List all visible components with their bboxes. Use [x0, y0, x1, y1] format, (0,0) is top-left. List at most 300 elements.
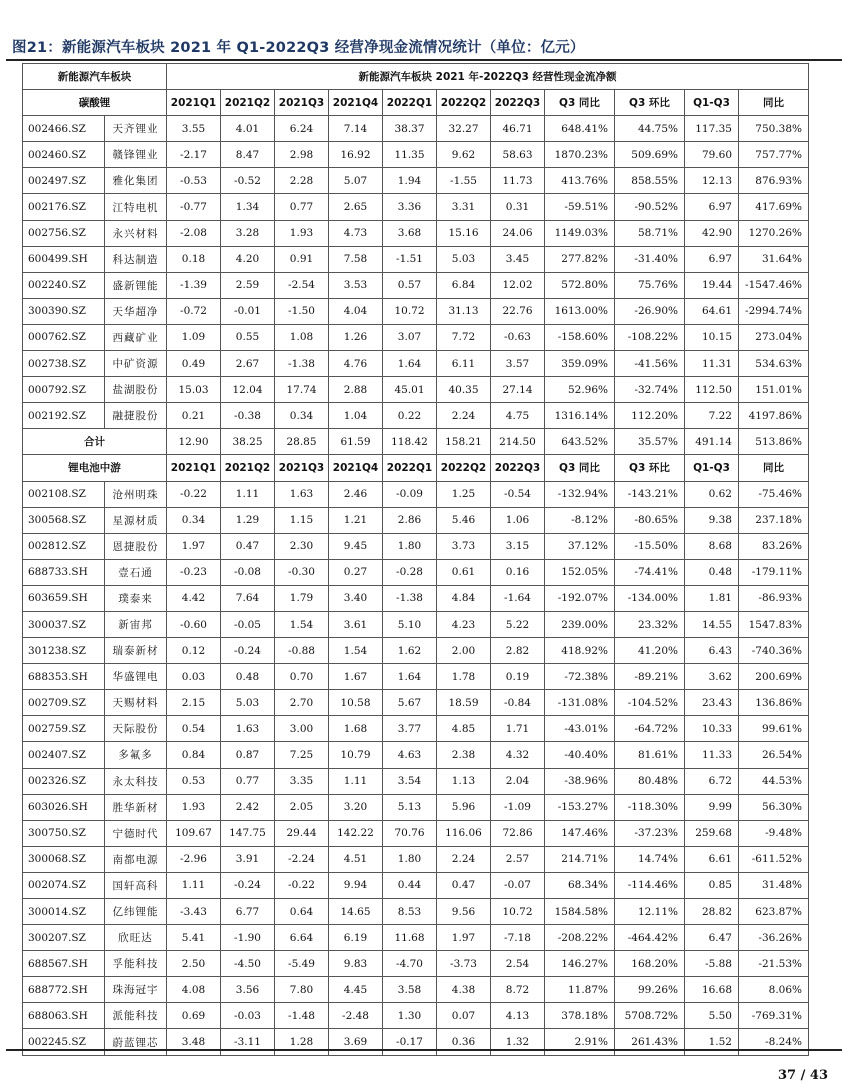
value-cell: 4.01	[221, 116, 275, 142]
value-cell: -1.55	[437, 168, 491, 194]
value-cell: 1613.00%	[545, 298, 615, 324]
value-cell: -143.21%	[615, 481, 685, 507]
value-cell: 7.25	[275, 742, 329, 768]
value-cell: 3.53	[329, 272, 383, 298]
value-cell: 4.23	[437, 611, 491, 637]
value-cell: -1.90	[221, 925, 275, 951]
table-row	[23, 794, 809, 820]
value-cell: 2.57	[491, 846, 545, 872]
value-cell: 136.86%	[739, 690, 809, 716]
value-cell: 10.58	[329, 690, 383, 716]
value-cell: 0.87	[221, 742, 275, 768]
value-cell: -0.53	[167, 168, 221, 194]
cash-flow-table	[22, 63, 809, 1056]
table-row	[23, 403, 809, 429]
company-name-cell: 雅化集团	[105, 168, 167, 194]
value-cell: -8.24%	[739, 1029, 809, 1055]
value-cell: 23.32%	[615, 611, 685, 637]
stock-code-cell: 002074.SZ	[23, 872, 105, 898]
value-cell: -38.96%	[545, 768, 615, 794]
stock-code-cell: 688733.SH	[23, 559, 105, 585]
value-cell: -2.24	[275, 846, 329, 872]
value-cell: 2.24	[437, 403, 491, 429]
value-cell: 10.79	[329, 742, 383, 768]
value-cell: 3.20	[329, 794, 383, 820]
value-cell: 0.91	[275, 246, 329, 272]
stock-code-cell: 002326.SZ	[23, 768, 105, 794]
value-cell: 4.13	[491, 1003, 545, 1029]
company-name-cell: 璞泰来	[105, 585, 167, 611]
value-cell: 0.84	[167, 742, 221, 768]
value-cell: -1.51	[383, 246, 437, 272]
value-cell: -114.46%	[615, 872, 685, 898]
value-cell: 237.18%	[739, 507, 809, 533]
value-cell: 0.12	[167, 638, 221, 664]
company-name-cell: 新宙邦	[105, 611, 167, 637]
value-cell: 2.98	[275, 142, 329, 168]
value-cell: 3.35	[275, 768, 329, 794]
column-header: 2021Q1	[167, 90, 221, 116]
company-name-cell: 孚能科技	[105, 951, 167, 977]
stock-code-cell: 002756.SZ	[23, 220, 105, 246]
value-cell: -0.03	[221, 1003, 275, 1029]
value-cell: -0.23	[167, 559, 221, 585]
value-cell: 1.26	[329, 324, 383, 350]
value-cell: 2.50	[167, 951, 221, 977]
value-cell: -464.42%	[615, 925, 685, 951]
value-cell: 4.08	[167, 977, 221, 1003]
value-cell: 28.82	[685, 899, 739, 925]
value-cell: 10.72	[491, 899, 545, 925]
stock-code-cell: 603026.SH	[23, 794, 105, 820]
stock-code-cell: 603659.SH	[23, 585, 105, 611]
value-cell: 9.38	[685, 507, 739, 533]
stock-code-cell: 688353.SH	[23, 664, 105, 690]
value-cell: 1.63	[275, 481, 329, 507]
value-cell: 117.35	[685, 116, 739, 142]
company-name-cell: 永兴材料	[105, 220, 167, 246]
stock-code-cell: 688063.SH	[23, 1003, 105, 1029]
value-cell: 6.61	[685, 846, 739, 872]
value-cell: -2.08	[167, 220, 221, 246]
value-cell: 1.11	[329, 768, 383, 794]
value-cell: 11.68	[383, 925, 437, 951]
column-header: 2021Q3	[275, 455, 329, 481]
company-name-cell: 中矿资源	[105, 351, 167, 377]
value-cell: 3.36	[383, 194, 437, 220]
value-cell: 83.26%	[739, 533, 809, 559]
value-cell: 4.32	[491, 742, 545, 768]
value-cell: -0.60	[167, 611, 221, 637]
value-cell: 0.57	[383, 272, 437, 298]
page-separator: /	[800, 1068, 806, 1083]
value-cell: 0.69	[167, 1003, 221, 1029]
value-cell: 757.77%	[739, 142, 809, 168]
total-value-cell: 38.25	[221, 429, 275, 455]
value-cell: 15.03	[167, 377, 221, 403]
value-cell: 10.72	[383, 298, 437, 324]
value-cell: 147.75	[221, 820, 275, 846]
table-row	[23, 116, 809, 142]
value-cell: 23.43	[685, 690, 739, 716]
value-cell: -108.22%	[615, 324, 685, 350]
column-header: 2022Q1	[383, 90, 437, 116]
value-cell: 109.67	[167, 820, 221, 846]
table-row	[23, 1029, 809, 1055]
value-cell: 0.47	[221, 533, 275, 559]
value-cell: -2.54	[275, 272, 329, 298]
value-cell: 1.15	[275, 507, 329, 533]
stock-code-cell: 002709.SZ	[23, 690, 105, 716]
value-cell: 11.35	[383, 142, 437, 168]
table-row	[23, 951, 809, 977]
value-cell: 8.72	[491, 977, 545, 1003]
value-cell: 1.80	[383, 533, 437, 559]
value-cell: -131.08%	[545, 690, 615, 716]
value-cell: 0.27	[329, 559, 383, 585]
value-cell: 0.07	[437, 1003, 491, 1029]
value-cell: 0.48	[685, 559, 739, 585]
value-cell: 1.52	[685, 1029, 739, 1055]
value-cell: 58.63	[491, 142, 545, 168]
value-cell: 3.69	[329, 1029, 383, 1055]
table-row	[23, 742, 809, 768]
value-cell: -0.84	[491, 690, 545, 716]
value-cell: -0.77	[167, 194, 221, 220]
company-name-cell: 瑞泰新材	[105, 638, 167, 664]
stock-code-cell: 002108.SZ	[23, 481, 105, 507]
value-cell: -80.65%	[615, 507, 685, 533]
value-cell: 1.68	[329, 716, 383, 742]
value-cell: 10.33	[685, 716, 739, 742]
value-cell: 6.77	[221, 899, 275, 925]
company-name-cell: 科达制造	[105, 246, 167, 272]
value-cell: -36.26%	[739, 925, 809, 951]
value-cell: 277.82%	[545, 246, 615, 272]
column-header: 2021Q4	[329, 90, 383, 116]
value-cell: 46.71	[491, 116, 545, 142]
value-cell: 2.82	[491, 638, 545, 664]
value-cell: 29.44	[275, 820, 329, 846]
total-value-cell: 513.86%	[739, 429, 809, 455]
value-cell: 413.76%	[545, 168, 615, 194]
value-cell: 6.97	[685, 246, 739, 272]
value-cell: 1.54	[329, 638, 383, 664]
value-cell: 22.76	[491, 298, 545, 324]
value-cell: -0.22	[275, 872, 329, 898]
value-cell: 2.54	[491, 951, 545, 977]
stock-code-cell: 688567.SH	[23, 951, 105, 977]
company-name-cell: 盐湖股份	[105, 377, 167, 403]
table-row	[23, 220, 809, 246]
stock-code-cell: 688772.SH	[23, 977, 105, 1003]
company-name-cell: 宁德时代	[105, 820, 167, 846]
value-cell: 3.62	[685, 664, 739, 690]
value-cell: 750.38%	[739, 116, 809, 142]
value-cell: 1.29	[221, 507, 275, 533]
column-header: 2022Q3	[491, 455, 545, 481]
column-header: Q3 环比	[615, 90, 685, 116]
total-label: 合计	[23, 429, 167, 455]
value-cell: 3.28	[221, 220, 275, 246]
value-cell: 2.00	[437, 638, 491, 664]
value-cell: -3.11	[221, 1029, 275, 1055]
value-cell: 0.48	[221, 664, 275, 690]
column-header: 2022Q2	[437, 90, 491, 116]
value-cell: 509.69%	[615, 142, 685, 168]
company-name-cell: 赣锋锂业	[105, 142, 167, 168]
stock-code-cell: 301238.SZ	[23, 638, 105, 664]
value-cell: -104.52%	[615, 690, 685, 716]
total-pages: 43	[809, 1068, 828, 1083]
value-cell: -3.43	[167, 899, 221, 925]
value-cell: -15.50%	[615, 533, 685, 559]
value-cell: 14.55	[685, 611, 739, 637]
value-cell: 58.71%	[615, 220, 685, 246]
value-cell: 0.21	[167, 403, 221, 429]
value-cell: -41.56%	[615, 351, 685, 377]
value-cell: -26.90%	[615, 298, 685, 324]
value-cell: 40.35	[437, 377, 491, 403]
value-cell: -769.31%	[739, 1003, 809, 1029]
value-cell: 45.01	[383, 377, 437, 403]
table-row	[23, 820, 809, 846]
value-cell: 11.87%	[545, 977, 615, 1003]
span-header: 新能源汽车板块 2021 年-2022Q3 经营性现金流净额	[167, 64, 809, 90]
value-cell: 1.34	[221, 194, 275, 220]
total-value-cell: 118.42	[383, 429, 437, 455]
value-cell: 1.97	[437, 925, 491, 951]
figure-title: 图21：新能源汽车板块 2021 年 Q1-2022Q3 经营净现金流情况统计（单位：亿元）	[12, 40, 585, 56]
value-cell: -1547.46%	[739, 272, 809, 298]
value-cell: 4.85	[437, 716, 491, 742]
value-cell: 0.55	[221, 324, 275, 350]
value-cell: 8.47	[221, 142, 275, 168]
company-name-cell: 西藏矿业	[105, 324, 167, 350]
value-cell: 4.75	[491, 403, 545, 429]
value-cell: 261.43%	[615, 1029, 685, 1055]
value-cell: 2.59	[221, 272, 275, 298]
value-cell: 5.67	[383, 690, 437, 716]
value-cell: 4.63	[383, 742, 437, 768]
value-cell: -0.01	[221, 298, 275, 324]
value-cell: -9.48%	[739, 820, 809, 846]
stock-code-cell: 600499.SH	[23, 246, 105, 272]
value-cell: 9.56	[437, 899, 491, 925]
value-cell: 0.22	[383, 403, 437, 429]
value-cell: 0.62	[685, 481, 739, 507]
table-body	[23, 64, 809, 1056]
stock-code-cell: 002738.SZ	[23, 351, 105, 377]
value-cell: 146.27%	[545, 951, 615, 977]
value-cell: -0.72	[167, 298, 221, 324]
table-row	[23, 377, 809, 403]
value-cell: -64.72%	[615, 716, 685, 742]
table-row	[23, 585, 809, 611]
value-cell: 3.91	[221, 846, 275, 872]
value-cell: -0.07	[491, 872, 545, 898]
value-cell: 4.51	[329, 846, 383, 872]
value-cell: 2.04	[491, 768, 545, 794]
value-cell: -89.21%	[615, 664, 685, 690]
value-cell: 1.08	[275, 324, 329, 350]
value-cell: 2.65	[329, 194, 383, 220]
company-name-cell: 天赐材料	[105, 690, 167, 716]
value-cell: 0.34	[167, 507, 221, 533]
column-header: 2022Q3	[491, 90, 545, 116]
value-cell: 1.54	[275, 611, 329, 637]
value-cell: -1.38	[275, 351, 329, 377]
company-name-cell: 华盛锂电	[105, 664, 167, 690]
value-cell: 623.87%	[739, 899, 809, 925]
company-name-cell: 欣旺达	[105, 925, 167, 951]
value-cell: 6.24	[275, 116, 329, 142]
value-cell: 147.46%	[545, 820, 615, 846]
value-cell: 112.20%	[615, 403, 685, 429]
value-cell: 1.64	[383, 664, 437, 690]
value-cell: -4.50	[221, 951, 275, 977]
value-cell: -208.22%	[545, 925, 615, 951]
value-cell: 0.54	[167, 716, 221, 742]
value-cell: 31.64%	[739, 246, 809, 272]
value-cell: -90.52%	[615, 194, 685, 220]
value-cell: 0.53	[167, 768, 221, 794]
value-cell: 14.65	[329, 899, 383, 925]
value-cell: 1.64	[383, 351, 437, 377]
stock-code-cell: 002407.SZ	[23, 742, 105, 768]
value-cell: 378.18%	[545, 1003, 615, 1029]
value-cell: 5708.72%	[615, 1003, 685, 1029]
value-cell: 3.56	[221, 977, 275, 1003]
table-row	[23, 977, 809, 1003]
value-cell: 0.70	[275, 664, 329, 690]
value-cell: 2.30	[275, 533, 329, 559]
value-cell: 858.55%	[615, 168, 685, 194]
header-row	[23, 64, 809, 90]
company-name-cell: 胜华新材	[105, 794, 167, 820]
table-row	[23, 1003, 809, 1029]
value-cell: 15.16	[437, 220, 491, 246]
table-row	[23, 559, 809, 585]
value-cell: 116.06	[437, 820, 491, 846]
value-cell: 0.31	[491, 194, 545, 220]
value-cell: 359.09%	[545, 351, 615, 377]
column-header: 2021Q3	[275, 90, 329, 116]
value-cell: 42.90	[685, 220, 739, 246]
value-cell: 6.11	[437, 351, 491, 377]
value-cell: 0.44	[383, 872, 437, 898]
value-cell: -31.40%	[615, 246, 685, 272]
value-cell: 0.34	[275, 403, 329, 429]
value-cell: 11.33	[685, 742, 739, 768]
value-cell: 81.61%	[615, 742, 685, 768]
value-cell: -740.36%	[739, 638, 809, 664]
value-cell: 5.07	[329, 168, 383, 194]
value-cell: -86.93%	[739, 585, 809, 611]
current-page: 37	[778, 1068, 797, 1083]
value-cell: 648.41%	[545, 116, 615, 142]
value-cell: 5.46	[437, 507, 491, 533]
value-cell: 5.22	[491, 611, 545, 637]
section1-header-row	[23, 90, 809, 116]
value-cell: 8.53	[383, 899, 437, 925]
company-name-cell: 珠海冠宇	[105, 977, 167, 1003]
value-cell: 1.04	[329, 403, 383, 429]
value-cell: 37.12%	[545, 533, 615, 559]
value-cell: 9.94	[329, 872, 383, 898]
value-cell: -5.49	[275, 951, 329, 977]
value-cell: 1.81	[685, 585, 739, 611]
company-name-cell: 星源材质	[105, 507, 167, 533]
value-cell: 68.34%	[545, 872, 615, 898]
value-cell: 16.92	[329, 142, 383, 168]
value-cell: 3.00	[275, 716, 329, 742]
value-cell: 38.37	[383, 116, 437, 142]
stock-code-cell: 300014.SZ	[23, 899, 105, 925]
value-cell: 0.85	[685, 872, 739, 898]
value-cell: -0.54	[491, 481, 545, 507]
value-cell: -132.94%	[545, 481, 615, 507]
page-number	[778, 1068, 828, 1083]
section-label: 碳酸锂	[23, 90, 167, 116]
value-cell: 1.97	[167, 533, 221, 559]
value-cell: 0.61	[437, 559, 491, 585]
value-cell: -2994.74%	[739, 298, 809, 324]
table-row	[23, 716, 809, 742]
value-cell: -7.18	[491, 925, 545, 951]
value-cell: 4197.86%	[739, 403, 809, 429]
value-cell: -1.48	[275, 1003, 329, 1029]
value-cell: -134.00%	[615, 585, 685, 611]
table-row	[23, 664, 809, 690]
value-cell: 6.64	[275, 925, 329, 951]
column-header: 同比	[739, 455, 809, 481]
column-header: 2021Q1	[167, 455, 221, 481]
value-cell: 2.91%	[545, 1029, 615, 1055]
value-cell: -0.05	[221, 611, 275, 637]
table-row	[23, 872, 809, 898]
value-cell: -0.52	[221, 168, 275, 194]
value-cell: 1.06	[491, 507, 545, 533]
table-row	[23, 142, 809, 168]
value-cell: 0.49	[167, 351, 221, 377]
value-cell: -1.39	[167, 272, 221, 298]
value-cell: 0.47	[437, 872, 491, 898]
value-cell: 6.19	[329, 925, 383, 951]
value-cell: -0.24	[221, 872, 275, 898]
value-cell: 2.46	[329, 481, 383, 507]
value-cell: 1.25	[437, 481, 491, 507]
company-name-cell: 多氟多	[105, 742, 167, 768]
value-cell: 44.75%	[615, 116, 685, 142]
value-cell: 12.04	[221, 377, 275, 403]
stock-code-cell: 002176.SZ	[23, 194, 105, 220]
value-cell: 31.48%	[739, 872, 809, 898]
table-row	[23, 298, 809, 324]
value-cell: -1.09	[491, 794, 545, 820]
value-cell: 0.77	[221, 768, 275, 794]
table-row	[23, 194, 809, 220]
value-cell: 0.77	[275, 194, 329, 220]
value-cell: 1149.03%	[545, 220, 615, 246]
value-cell: 1.94	[383, 168, 437, 194]
value-cell: 1.67	[329, 664, 383, 690]
stock-code-cell: 300750.SZ	[23, 820, 105, 846]
value-cell: -43.01%	[545, 716, 615, 742]
value-cell: 12.02	[491, 272, 545, 298]
value-cell: 168.20%	[615, 951, 685, 977]
section-label: 锂电池中游	[23, 455, 167, 481]
